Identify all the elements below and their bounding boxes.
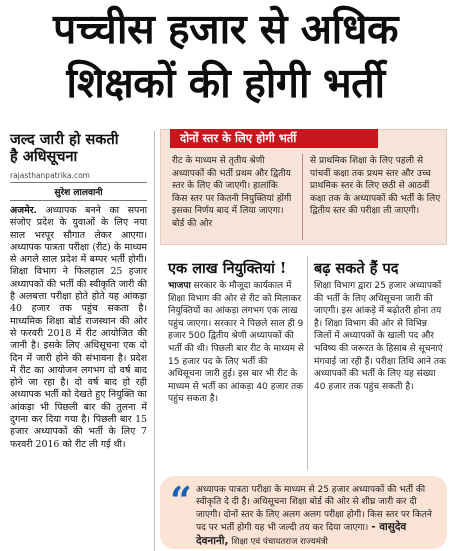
side-heading-line-1: जल्द जारी हो सकती [10,131,119,148]
quote-mark-icon: “ [170,478,192,523]
info-box-divider [302,154,303,240]
article-body [10,205,147,451]
section-left-text: सरकार के मौजूदा कार्यकाल में शिक्षा विभाग की ओर से रीट को मिलाकर नियुक्तियों का आंकड़ा लगभग एक लाख पहुंच जाएगा। सरकार ने पिछले साल ही 9 हजार 500 द्वितीय श्रेणी अध्यापकों की भर्ती की थी। पिछली बार रीट के माध्यम से 15 हजार पद के लिए भर्ती की अधिसूचना जारी हुई। इस बार भी रीट के माध्यम से भर्ती का आंकड़ा 40 हजार तक पहुंच सकता है। [168,281,304,405]
info-box-title: दोनों स्तर के लिए होगी भर्ती [170,129,378,148]
dateline: अजमेर. [10,205,37,216]
headline-line-1: पच्चीस हजार से अधिक [53,5,398,53]
section-heading-posts-increase: बढ़ सकते हैं पद [314,260,399,277]
info-box-right-text: से प्राथमिक शिक्षा के लिए पहली से पांचवीं कक्षा तक प्रथम स्तर और उच्च प्राथमिक स्तर के लिए छठी से आठवीं कक्षा तक के अध्यापकों की भर्ती के लिए द्वितीय स्तर की परीक्षा ली जाएगी। [310,156,441,217]
quote-author: - वासुदेव देवनानी, [196,521,407,547]
section-heading-one-lakh: एक लाख नियुक्तियां ! [168,260,287,277]
side-heading [10,131,147,165]
section-right-body: शिक्षा विभाग द्वारा 25 हजार अध्यापकों की भर्ती के लिए अधिसूचना जारी की जाएगी। इस आंकड़े में बढ़ोतरी होना तय है। शिक्षा विभाग की ओर से विभिन्न जिलों में अध्यापकों के खाली पद और भविष्य की जरूरत के हिसाब से सूचनाएं मंगवाई जा रही हैं। परीक्षा तिथि आने तक अध्यापकों की भर्ती के लिए यह संख्या 40 हजार तक पहुंच सकती है। [314,281,446,392]
byline: सुरेश लालवानी [54,188,103,198]
divider [10,182,147,183]
column-divider [154,131,155,551]
quote-text [196,484,442,548]
divider [10,200,147,201]
info-box-left-text: रीट के माध्यम से तृतीय श्रेणी अध्यापकों की भर्ती प्रथम और द्वितीय स्तर के लिए की जाएगी। हालांकि किस स्तर पर कितनी नियुक्तियां होंगी इसका निर्णय बाद में लिया जाएगा। बोर्ड की ओर [172,156,292,229]
section-left-lead: भाजपा [168,281,191,291]
quote-body: अध्यापक पात्रता परीक्षा के माध्यम से 25 हजार अध्यापकों की भर्ती की स्वीकृति दे दी है। अधिसूचना शिक्षा बोर्ड की ओर से शीघ्र जारी कर दी जाएगी। दोनों स्तर के लिए अलग अलग परीक्षा होगी। किस स्तर पर कितने पद पर भर्ती होगी यह भी जल्दी तय कर दिया जाएगा। [196,485,432,534]
section-left-body [168,280,304,406]
side-heading-line-2: है अधिसूचना [10,148,78,165]
quote-author-role: शिक्षा एवं पंचायतराज राज्यमंत्री [231,536,328,547]
column-divider [307,256,308,470]
article-body-text: अध्यापक बनने का सपना संजोए प्रदेश के युवाओं के लिए नया साल भरपूर सौगात लेकर आएगा। अध्यापक पात्रता परीक्षा (रीट) के माध्यम से अगले साल प्रदेश में बम्पर भर्ती होगी। शिक्षा विभाग ने फिलहाल 25 हजार अध्यापकों की भर्ती की स्वीकृति जारी की है अलबत्ता परीक्षा होते होते यह आंकड़ा 40 हजार तक पहुंच सकता है। माध्यमिक शिक्षा बोर्ड राजस्थान की ओर से फरवरी 2018 में रीट आयोजित की जानी है। इसके लिए अधिसूचना एक दो दिन में जारी होने की संभावना है। प्रदेश में रीट का आयोजन लगभग दो वर्ष बाद होने जा रहा है। दो वर्ष बाद हो रही अध्यापक भर्ती को देखते हुए नियुक्ति का आंकड़ा भी पिछली बार की तुलना में दुगना कर दिया गया है। पिछली बार 15 हजार अध्यापकों की भर्ती के लिए 7 फरवरी 2016 को रीट ली गई थी। [10,205,148,450]
main-headline [0,2,451,110]
headline-line-2: शिक्षकों की होगी भर्ती [66,59,385,107]
website-credit: rajasthanpatrika.com [10,171,90,180]
left-column [10,131,147,451]
